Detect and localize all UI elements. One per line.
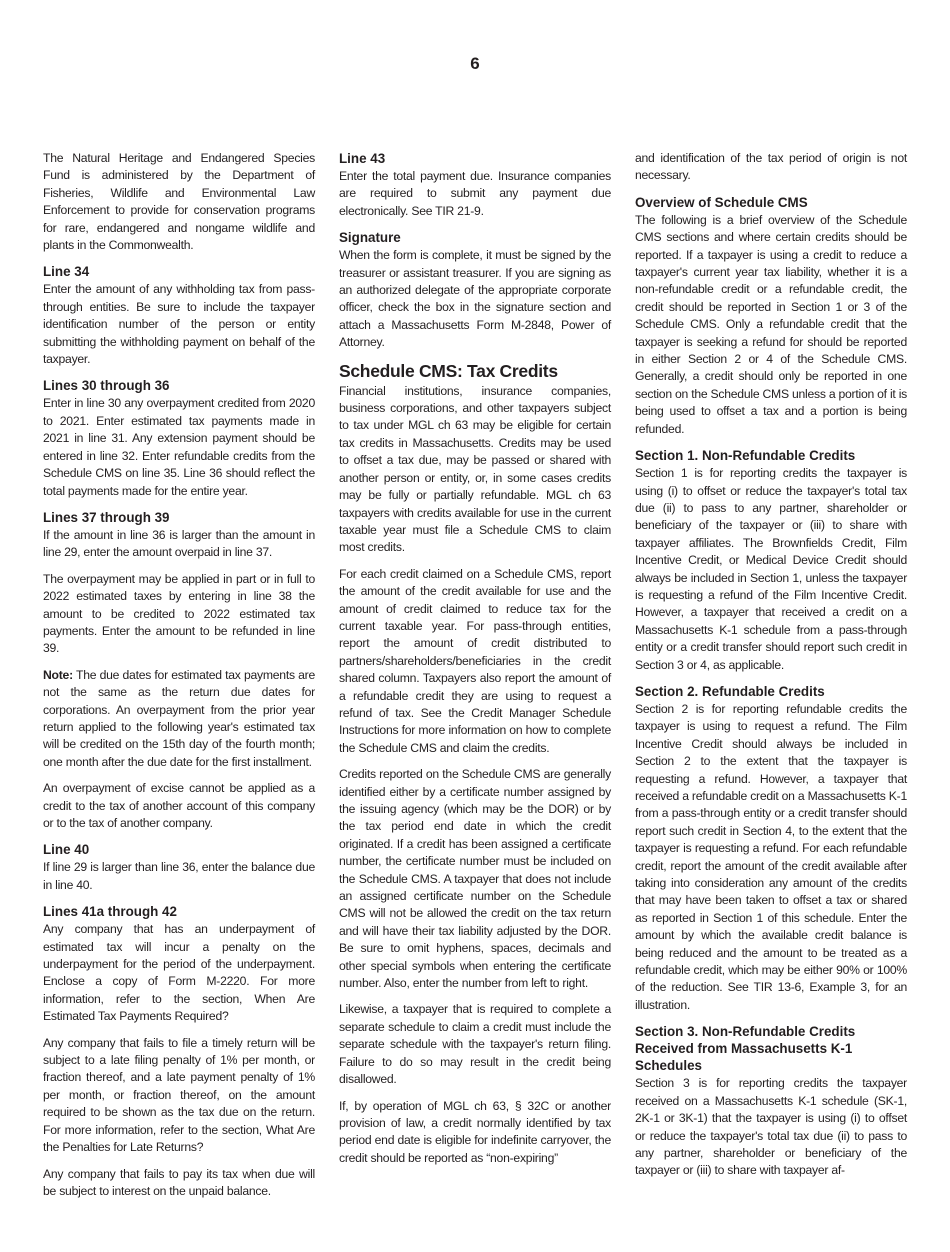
- lines-37-39-paragraph-b: The overpayment may be applied in part or in full to 2022 estimated taxes by entering in line 38 the amount to be credited to 2022 estimated tax payments. Enter the amount to be refunded in line 39.: [43, 571, 315, 656]
- line-43-heading: Line 43: [339, 151, 386, 166]
- column-1: [43, 150, 315, 1209]
- section-3-heading: Section 3. Non-Refundable Credits Received from Massachusetts K-1 Schedules: [635, 1024, 856, 1074]
- continuation-paragraph: and identification of the tax period of origin is not necessary.: [635, 151, 907, 183]
- lines-41a-42-paragraph-b: Any company that fails to file a timely return will be subject to a late filing penalty of 1% per month, or fraction thereof, and a late payment penalty of 1% per month, or fraction thereof, on the amount required to be shown as the tax due on the return. For more information, refer to the section, What Are the Penalties for Late Returns?: [43, 1035, 315, 1155]
- note-text: The due dates for estimated tax payments are not the same as the return due dates for corporations. An overpayment from the prior year return applied to the following year's estimated tax will be credited on the 15th day of the fourth month; one month after the due date for the first installment.: [43, 667, 315, 769]
- lines-41a-42-heading: Lines 41a through 42: [43, 904, 177, 920]
- schedule-cms-paragraph-c: Credits reported on the Schedule CMS are generally identified either by a certificate number assigned by the issuing agency (which may be the DOR) or by the tax period end date in which the credit originated. If a credit has been assigned a certificate number, the certificate number must be included on the Schedule CMS. A taxpayer that does not include an assigned certificate number on the Schedule CMS will not be allowed the credit on the tax return and will have their tax liability adjusted by the DOR. Be sure to omit hyphens, spaces, decimals and other special symbols when entering the certificate number. Also, enter the number from left to right.: [339, 767, 611, 991]
- natural-heritage-paragraph: The Natural Heritage and Endangered Species Fund is administered by the Department of Fisheries, Wildlife and Environmental Law Enforcement to provide for conservation programs for rare, endangered and nongame wildlife and plants in the Commonwealth.: [43, 151, 315, 253]
- signature-paragraph: When the form is complete, it must be signed by the treasurer or assistant treasurer. If you are signing as an authorized delegate of the appropriate corporate officer, check the box in the signature section and attach a Massachusetts Form M-2848, Power of Attorney.: [339, 248, 611, 350]
- schedule-cms-heading: Schedule CMS: Tax Credits: [339, 360, 558, 381]
- schedule-cms-paragraph-e: If, by operation of MGL ch 63, § 32C or another provision of law, a credit normally identified by tax period end date is eligible for indefinite carryover, the credit should be reported as “non-expiring”: [339, 1098, 611, 1165]
- excise-paragraph: An overpayment of excise cannot be applied as a credit to the tax of another account of this company or to the tax of another company.: [43, 781, 315, 830]
- section-2-heading: Section 2. Refundable Credits: [635, 683, 825, 699]
- line-40-heading: Line 40: [43, 842, 90, 858]
- line-43-paragraph: Enter the total payment due. Insurance companies are required to submit any payment due electronically. See TIR 21-9.: [339, 169, 611, 218]
- line-34-paragraph: Enter the amount of any withholding tax from pass-through entities. Be sure to include the taxpayer identification number of the person or entity submitting the withholding payment on behalf of the taxpayer.: [43, 282, 315, 367]
- schedule-cms-paragraph-d: Likewise, a taxpayer that is required to complete a separate schedule to claim a credit must include the separate schedule with the taxpayer's return filing. Failure to do so may result in the credit being disallowed.: [339, 1002, 611, 1087]
- section-2-paragraph: Section 2 is for reporting refundable credits the taxpayer is using to request a refund. The Film Incentive Credit should always be included in Section 2 to the extent that the taxpayer is requesting a refund. However, a taxpayer that received a refundable credit on a Massachusetts K-1 from a pass-through entity or a credit transfer should report such credit in Section 4, to the extent that the taxpayer is requesting a refund. For each refundable credit, report the amount of the credit available after taking into consideration any amount of the credits that may have been taken to offset a tax or shared as reported in Section 1 of this schedule. Enter the amount by which the available credit balance is being reduced and the amount to be treated as a refundable credit, which may be either 90% or 100% of the reduction. See TIR 13-6, Example 3, for an illustration.: [635, 701, 907, 1012]
- note-paragraph: [43, 667, 315, 771]
- lines-41a-42-paragraph-a: Any company that has an underpayment of estimated tax will incur a penalty on the underpayment for the period of the underpayment. Enclose a copy of Form M-2220. For more information, refer to the section, When Are Estimated Tax Payments Required?: [43, 922, 315, 1024]
- overview-heading: Overview of Schedule CMS: [635, 194, 808, 210]
- line-40-paragraph: If line 29 is larger than line 36, enter the balance due in line 40.: [43, 860, 315, 892]
- lines-30-36-paragraph: Enter in line 30 any overpayment credited from 2020 to 2021. Enter estimated tax payments made in 2021 in line 31. Any extension payment should be entered in line 32. Enter refundable credits from the Schedule CMS on line 35. Line 36 should reflect the total payments made for the entire year.: [43, 396, 315, 498]
- section-1-heading: Section 1. Non-Refundable Credits: [635, 448, 856, 464]
- lines-41a-42-paragraph-c: Any company that fails to pay its tax when due will be subject to interest on the unpaid balance.: [43, 1166, 315, 1198]
- page-number: 6: [470, 54, 480, 73]
- lines-37-39-paragraph-a: If the amount in line 36 is larger than the amount in line 29, enter the amount overpaid in line 37.: [43, 527, 315, 560]
- column-2: [339, 150, 611, 1176]
- signature-heading: Signature: [339, 230, 401, 246]
- section-3-paragraph: Section 3 is for reporting credits the taxpayer received on a Massachusetts K-1 schedule (SK-1, 2K-1 or 3K-1) that the taxpayer is using (i) to offset or reduce the taxpayer's total tax due (ii) to pass to any partner, shareholder or beneficiary of the taxpayer or (iii) to share with taxpayer af-: [635, 1076, 907, 1178]
- note-label: Note:: [43, 667, 73, 682]
- lines-37-39-heading: Lines 37 through 39: [43, 509, 170, 525]
- line-34-heading: Line 34: [43, 264, 90, 280]
- schedule-cms-paragraph-b: For each credit claimed on a Schedule CMS, report the amount of the credit available for use and the amount of credit claimed to reduce tax for the current taxable year. For pass-through entities, report the amount of credit distributed to partners/shareholders/beneficiaries in the credit shared column. Taxpayers also report the amount of a refundable credit they are using to request a refund of tax. See the Credit Manager Schedule Instructions for more information on how to complete the Schedule CMS and claim the credits.: [339, 566, 611, 755]
- schedule-cms-paragraph-a: Financial institutions, insurance companies, business corporations, and other taxpayers subject to tax under MGL ch 63 may be eligible for certain tax credits in Massachusetts. Credits may be used to offset a tax due, may be passed or shared with another person or entity, or, in some cases credits may be fully or partially refundable. MGL ch 63 taxpayers with credits available for use in the current taxable year must file a Schedule CMS to claim most credits.: [339, 383, 611, 555]
- overview-paragraph: The following is a brief overview of the Schedule CMS sections and where certain credits should be reported. If a taxpayer is using a credit to reduce a taxpayer's current year tax liability, whether it is a non-refundable credit or a refundable credit, the credit should be reported in Section 1 or 3 of the Schedule CMS. Only a refundable credit that the taxpayer is seeking a refund for should be reported in either Section 2 or 4 of the Schedule CMS. Generally, a credit should only be reported in one section on the Schedule CMS unless a portion of it is being used to offset a tax and a portion is being refunded.: [635, 212, 907, 436]
- lines-30-36-heading: Lines 30 through 36: [43, 378, 170, 394]
- section-1-paragraph: Section 1 is for reporting credits the taxpayer is using (i) to offset or reduce the taxpayer's total tax due (ii) to pass to any partner, shareholder or beneficiary of the taxpayer or (iii) to share with taxpayer affiliates. The Brownfields Credit, Film Incentive Credit, or Medical Device Credit should always be included in Section 1, unless the taxpayer is requesting a refund of the Film Incentive Credit. However, a taxpayer that received a credit on a Massachusetts K-1 schedule from a pass-through entity or a credit transfer should report such credit in Section 3 or 4, as applicable.: [635, 466, 907, 672]
- column-3: [635, 150, 907, 1189]
